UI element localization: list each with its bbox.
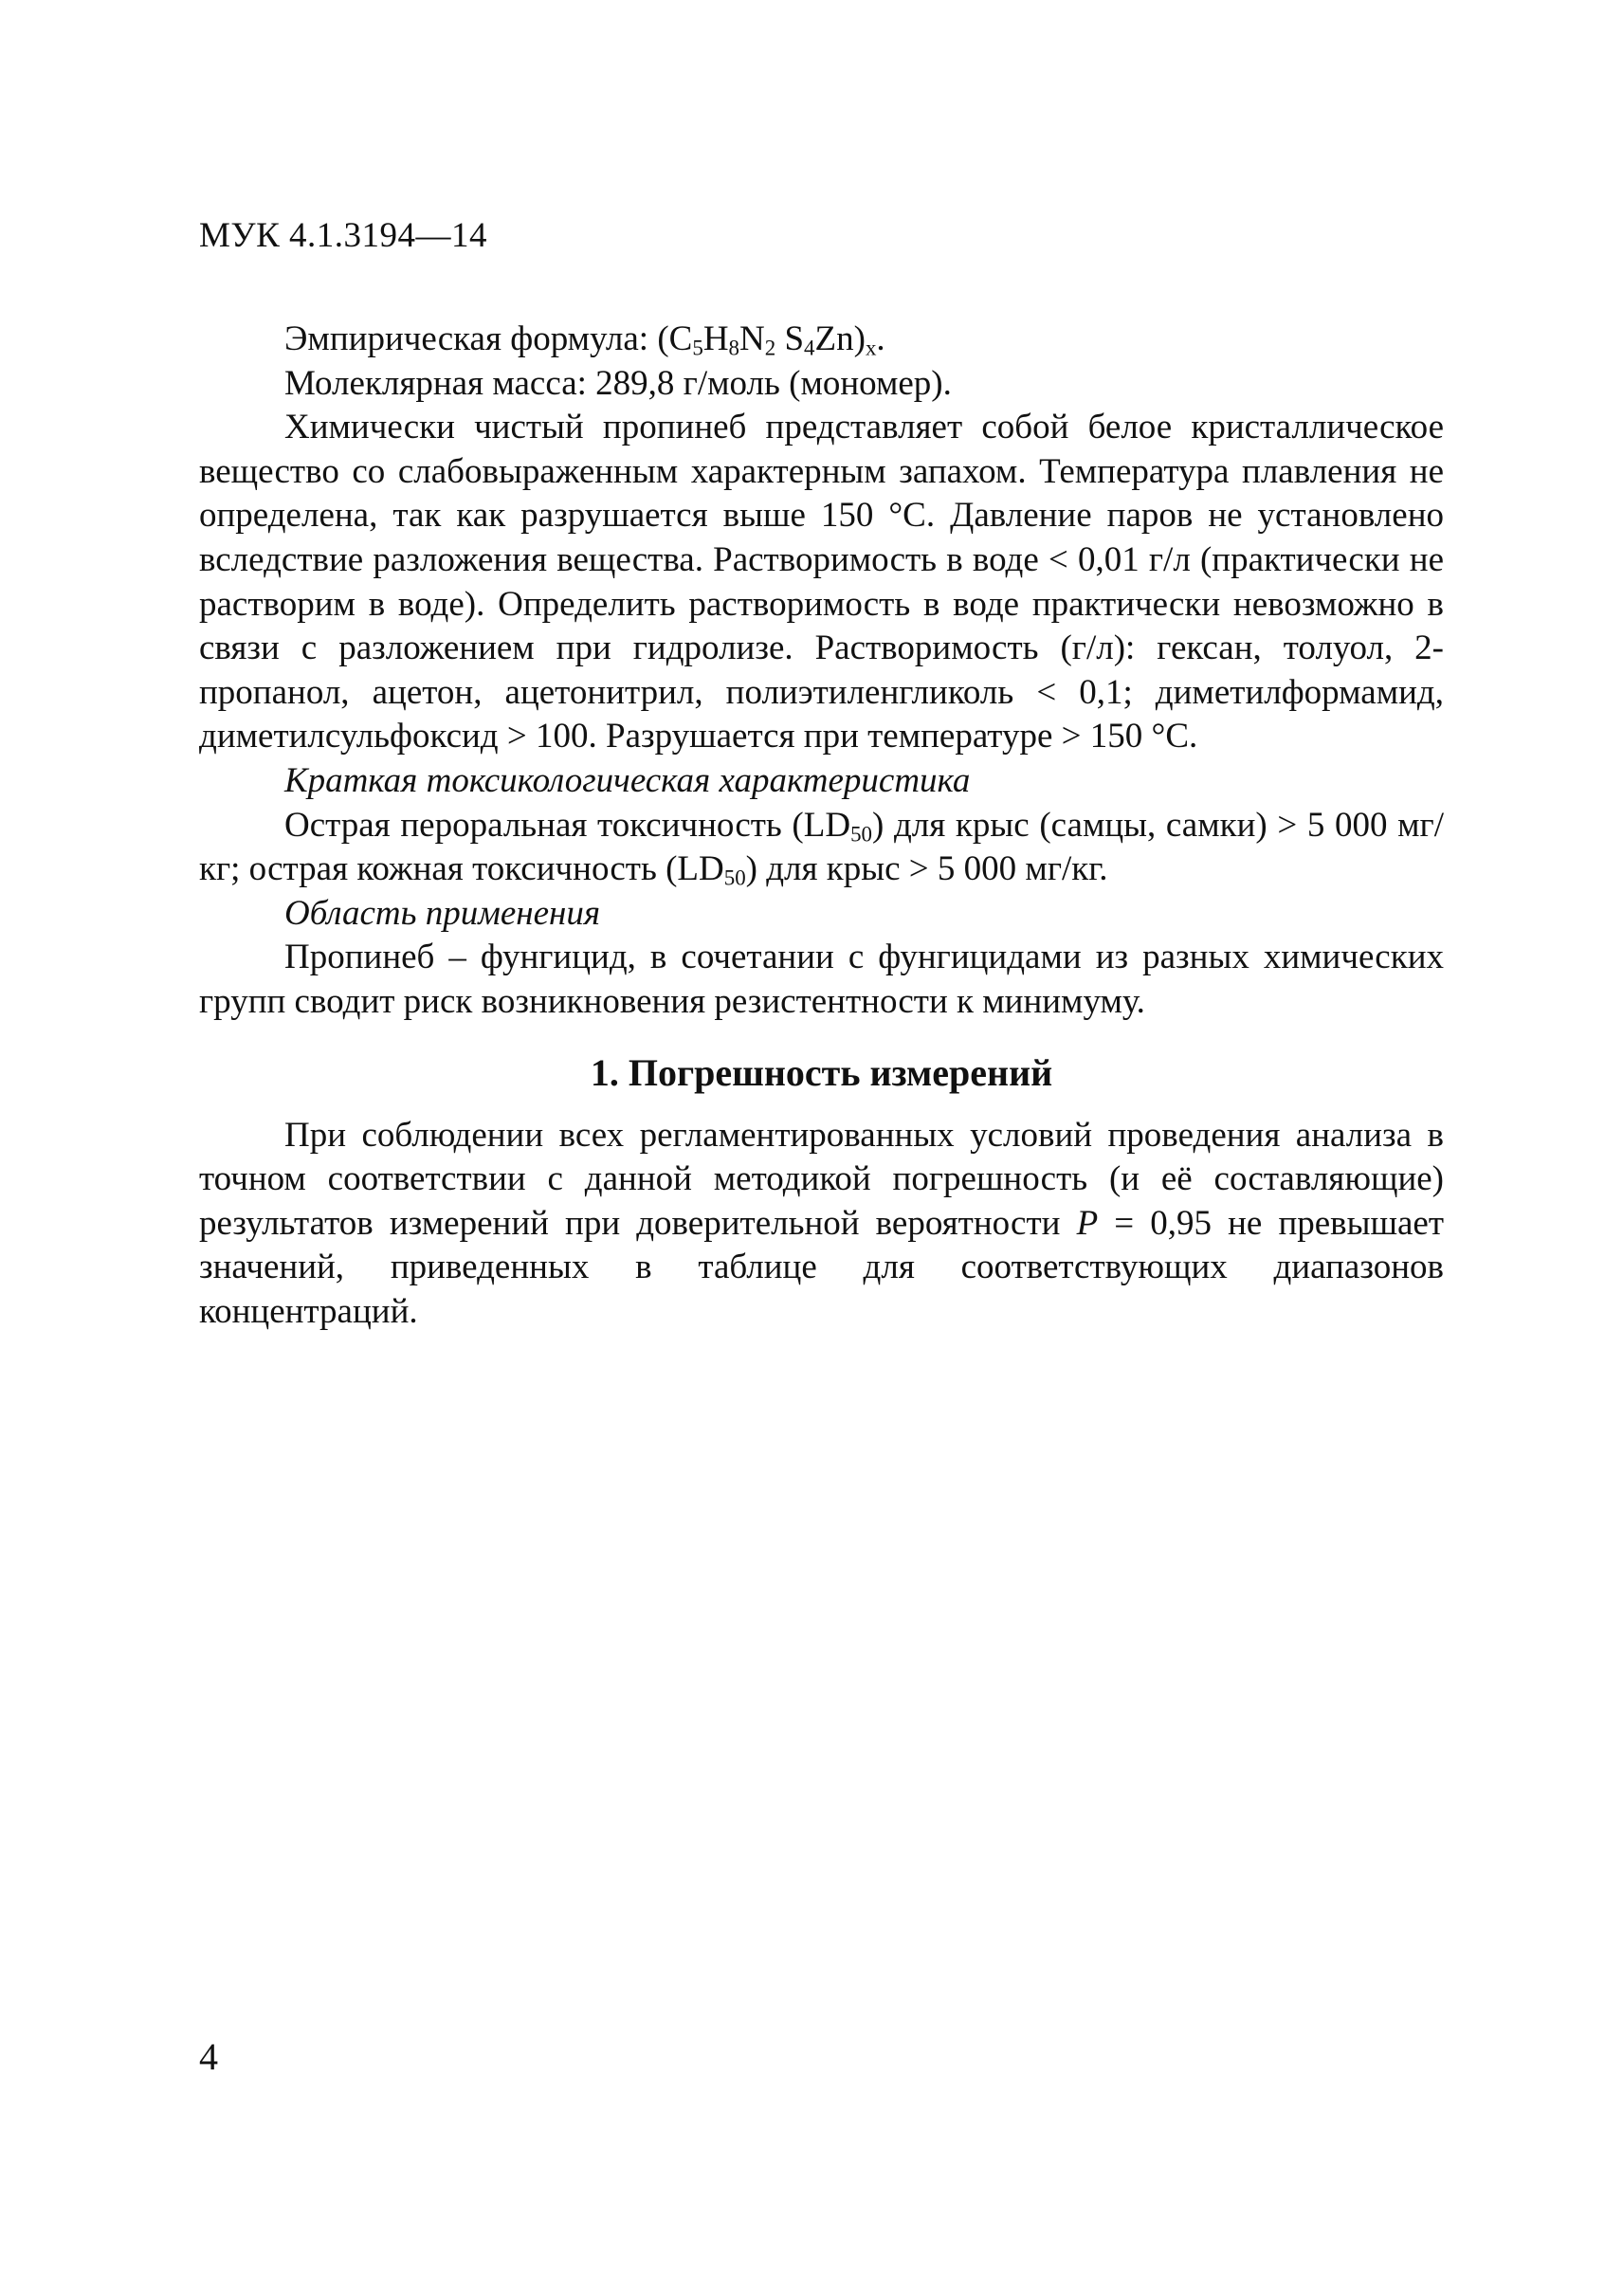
tox-ld50-subscript-1: 50 bbox=[850, 822, 873, 847]
molar-mass: Молеклярная масса: 289,8 г/моль (мономер). bbox=[284, 363, 952, 403]
formula-x-subscript: x bbox=[865, 336, 877, 360]
section-1-heading: 1. Погрешность измерений bbox=[590, 1050, 1053, 1094]
probability-variable: P bbox=[1076, 1203, 1099, 1243]
formula-s: S bbox=[775, 319, 805, 358]
tox-text-part-1: Острая пероральная токсичность (LD bbox=[284, 805, 851, 845]
page-number: 4 bbox=[199, 2035, 218, 2078]
empirical-formula bbox=[199, 318, 1444, 362]
section-1-text-part-1: При соблюдении всех регламентированных условий проведения анализа в точном соответствии с данной методикой погрешность (и её составляющие) результатов измерений при доверительной вероятности bbox=[199, 1115, 1444, 1243]
formula-h-subscript: 8 bbox=[728, 336, 740, 360]
application-heading: Область применения bbox=[284, 893, 601, 933]
formula-n-subscript: 2 bbox=[764, 336, 776, 360]
tox-text-part-2: ) для крыс (самцы, самки) > 5 000 мг/кг; острая кожная токсичность (LD bbox=[199, 805, 1445, 889]
section-1-text-part-2: = 0,95 не превышает значений, приведенных в таблице для соответствующих диапазонов концентраций. bbox=[199, 1203, 1444, 1331]
substance-description: Химически чистый пропинеб представляет собой белое кристаллическое вещество со слабовыраженным характерным запахом. Температура плавления не определена, так как разрушается выше 150 °С. Давление паров не установлено вследствие разложения вещества. Растворимость в воде < 0,01 г/л (практически не растворим в воде). Определить растворимость в воде практически невозможно в связи с разложением при гидролизе. Растворимость (г/л): гексан, толуол, 2-пропанол, ацетон, ацетонитрил, полиэтиленгликоль < 0,1; диметилформамид, диметилсульфоксид > 100. Разрушается при температуре > 150 °С. bbox=[199, 408, 1444, 756]
formula-h: H bbox=[702, 319, 729, 358]
formula-end: . bbox=[876, 319, 885, 358]
formula-c-subscript: 5 bbox=[692, 336, 703, 360]
tox-ld50-subscript-2: 50 bbox=[723, 866, 746, 890]
application-text: Пропинеб – фунгицид, в сочетании с фунгицидами из разных химических групп сводит риск возникновения резистентности к минимуму. bbox=[199, 938, 1444, 1021]
formula-n: N bbox=[739, 319, 765, 358]
formula-s-subscript: 4 bbox=[804, 336, 815, 360]
formula-label: Эмпирическая формула: bbox=[284, 319, 658, 358]
toxicology-text bbox=[199, 804, 1444, 892]
document-code-header: МУК 4.1.3194—14 bbox=[199, 216, 488, 255]
toxicology-heading: Краткая токсикологическая характеристика bbox=[284, 760, 971, 800]
tox-text-part-3: ) для крыс > 5 000 мг/кг. bbox=[745, 849, 1108, 889]
formula-open: (C bbox=[657, 319, 693, 358]
section-1-text bbox=[199, 1114, 1444, 1335]
page-body bbox=[199, 318, 1444, 1334]
formula-zn: Zn) bbox=[814, 319, 866, 358]
